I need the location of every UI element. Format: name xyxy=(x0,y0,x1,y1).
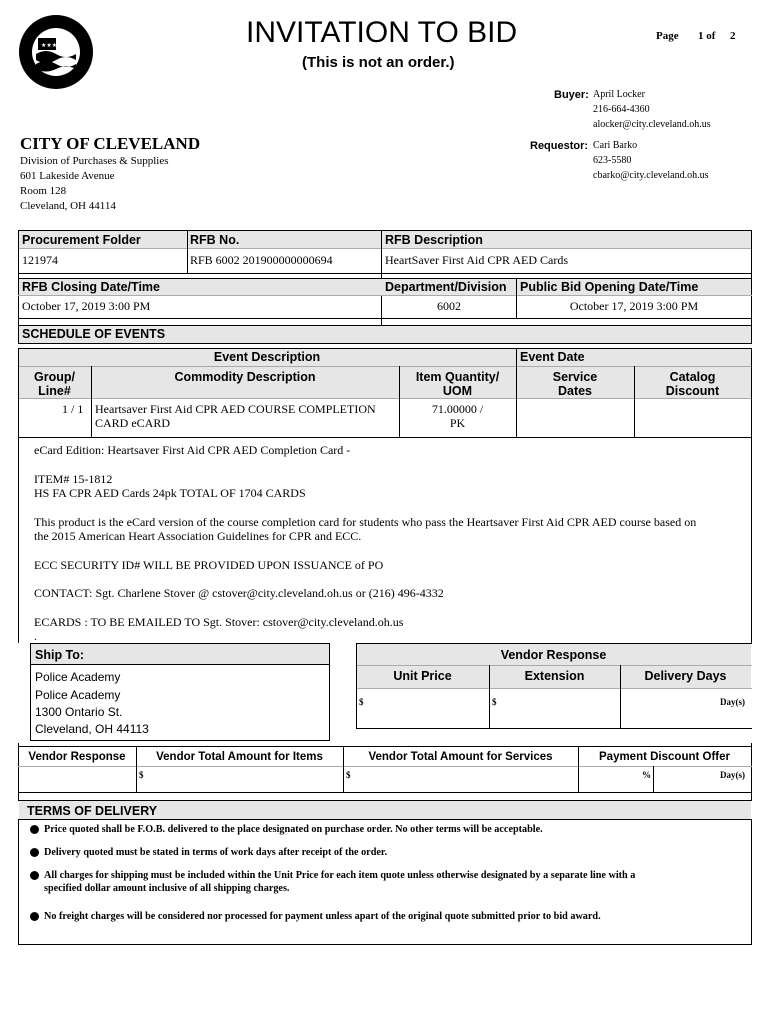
vendor-response-input[interactable] xyxy=(22,769,132,789)
discount-percent-sign: % xyxy=(642,770,651,780)
delivery-days-input[interactable] xyxy=(624,692,714,722)
commodity-header: Commodity Description xyxy=(174,370,316,384)
detail-line: the 2015 American Heart Association Guidelines for CPR and ECC. xyxy=(34,529,362,543)
services-total-input[interactable] xyxy=(357,769,573,789)
quantity-header: Item Quantity/ xyxy=(415,370,500,384)
detail-line: This product is the eCard version of the course completion card for students who pass the Heartsaver First Aid CPR AED course based on xyxy=(34,515,697,529)
rfb-description-label: RFB Description xyxy=(385,233,483,247)
organization-street: 601 Lakeside Avenue xyxy=(20,170,115,182)
extension-label: Extension xyxy=(524,669,585,683)
city-seal-logo xyxy=(18,14,94,90)
organization-division: Division of Purchases & Supplies xyxy=(20,155,169,167)
term-3-line1: All charges for shipping must be included within the Unit Price for each item quote unless otherwise designated by a separate line with a xyxy=(44,870,636,881)
bullet-icon xyxy=(30,825,39,834)
terms-of-delivery-label: TERMS OF DELIVERY xyxy=(27,804,158,818)
requestor-phone: 623-5580 xyxy=(593,155,632,166)
buyer-label: Buyer: xyxy=(554,89,589,101)
detail-line: ECC SECURITY ID# WILL BE PROVIDED UPON ISSUANCE of PO xyxy=(34,558,384,572)
document-subtitle: (This is not an order.) xyxy=(302,54,455,71)
bullet-icon xyxy=(30,848,39,857)
extension-dollar: $ xyxy=(492,697,497,707)
detail-line: CONTACT: Sgt. Charlene Stover @ cstover@city.cleveland.oh.us or (216) 496-4332 xyxy=(34,586,444,600)
item-uom: PK xyxy=(449,416,466,430)
department-value: 6002 xyxy=(437,299,461,313)
group-header: Group/ xyxy=(34,370,75,384)
organization-room: Room 128 xyxy=(20,185,67,197)
term-1: Price quoted shall be F.O.B. delivered to the place designated on purchase order. No other terms will be acceptable. xyxy=(44,824,543,835)
ship-to-line3: 1300 Ontario St. xyxy=(35,705,123,719)
discount-days-unit: Day(s) xyxy=(720,770,745,780)
event-date-label: Event Date xyxy=(520,350,585,364)
item-description-line2: CARD eCARD xyxy=(95,416,171,430)
department-label: Department/Division xyxy=(385,280,507,294)
unit-price-input[interactable] xyxy=(370,692,485,722)
organization-name: CITY OF CLEVELAND xyxy=(20,134,201,153)
ship-to-line1: Police Academy xyxy=(35,670,121,684)
bid-opening-value: October 17, 2019 3:00 PM xyxy=(569,299,699,313)
unit-price-label: Unit Price xyxy=(393,669,452,683)
procurement-folder-value: 121974 xyxy=(22,253,58,267)
detail-line: . xyxy=(34,629,37,643)
svg-text:★★★: ★★★ xyxy=(41,43,58,49)
buyer-name: April Locker xyxy=(593,89,645,100)
bullet-icon xyxy=(30,912,39,921)
event-description-label: Event Description xyxy=(213,350,321,364)
totals-vendor-response-label: Vendor Response xyxy=(28,751,126,763)
services-total-label: Vendor Total Amount for Services xyxy=(368,751,553,763)
payment-discount-label: Payment Discount Offer xyxy=(599,751,730,763)
buyer-email: alocker@city.cleveland.oh.us xyxy=(593,119,711,130)
bid-opening-label: Public Bid Opening Date/Time xyxy=(520,280,699,294)
term-3-line2: specified dollar amount inclusive of all shipping charges. xyxy=(44,883,290,894)
items-total-label: Vendor Total Amount for Items xyxy=(156,751,323,763)
ship-to-line2: Police Academy xyxy=(35,688,121,702)
ship-to-label: Ship To: xyxy=(35,648,85,662)
discount-days-input[interactable] xyxy=(657,769,717,789)
detail-line: HS FA CPR AED Cards 24pk TOTAL OF 1704 CARDS xyxy=(34,486,306,500)
page-label: Page xyxy=(656,30,679,42)
rfb-description-value: HeartSaver First Aid CPR AED Cards xyxy=(385,253,568,267)
document-title: INVITATION TO BID xyxy=(246,16,518,49)
vendor-response-label: Vendor Response xyxy=(500,648,607,662)
organization-city: Cleveland, OH 44114 xyxy=(20,200,116,212)
rfb-number-label: RFB No. xyxy=(190,233,240,247)
uom-header: UOM xyxy=(442,384,473,398)
bullet-icon xyxy=(30,871,39,880)
discount-percent-input[interactable] xyxy=(582,769,640,789)
page-total: 2 xyxy=(730,30,736,42)
delivery-days-unit: Day(s) xyxy=(720,697,745,707)
catalog-header: Catalog xyxy=(669,370,716,384)
requestor-name: Cari Barko xyxy=(593,140,638,151)
detail-line: ITEM# 15-1812 xyxy=(34,472,113,486)
detail-line: eCard Edition: Heartsaver First Aid CPR AED Completion Card - xyxy=(34,443,351,457)
buyer-phone: 216-664-4360 xyxy=(593,104,650,115)
items-total-input[interactable] xyxy=(150,769,338,789)
schedule-of-events-label: SCHEDULE OF EVENTS xyxy=(22,327,166,341)
term-4: No freight charges will be considered nor processed for payment unless apart of the original quote submitted prior to bid award. xyxy=(44,911,601,922)
service-header: Service xyxy=(552,370,598,384)
item-description-line1: Heartsaver First Aid CPR AED COURSE COMPLETION xyxy=(95,402,376,416)
services-total-dollar: $ xyxy=(346,770,351,780)
line-header: Line# xyxy=(38,384,71,398)
rfb-closing-label: RFB Closing Date/Time xyxy=(22,280,160,294)
rfb-closing-value: October 17, 2019 3:00 PM xyxy=(22,299,151,313)
requestor-label: Requestor: xyxy=(530,140,589,152)
items-total-dollar: $ xyxy=(139,770,144,780)
ship-to-line4: Cleveland, OH 44113 xyxy=(35,722,149,736)
discount-header: Discount xyxy=(665,384,720,398)
dates-header: Dates xyxy=(557,384,593,398)
delivery-days-label: Delivery Days xyxy=(644,669,727,683)
unit-price-dollar: $ xyxy=(359,697,364,707)
procurement-folder-label: Procurement Folder xyxy=(22,233,141,247)
item-line-number: 1 / 1 xyxy=(62,402,84,416)
page-of: 1 of xyxy=(698,30,716,42)
detail-line: ECARDS : TO BE EMAILED TO Sgt. Stover: cstover@city.cleveland.oh.us xyxy=(34,615,404,629)
term-2: Delivery quoted must be stated in terms of work days after receipt of the order. xyxy=(44,847,388,858)
requestor-email: cbarko@city.cleveland.oh.us xyxy=(593,170,709,181)
extension-input[interactable] xyxy=(502,692,616,722)
rfb-number-value: RFB 6002 201900000000694 xyxy=(190,253,333,267)
item-quantity: 71.00000 / xyxy=(431,402,484,416)
